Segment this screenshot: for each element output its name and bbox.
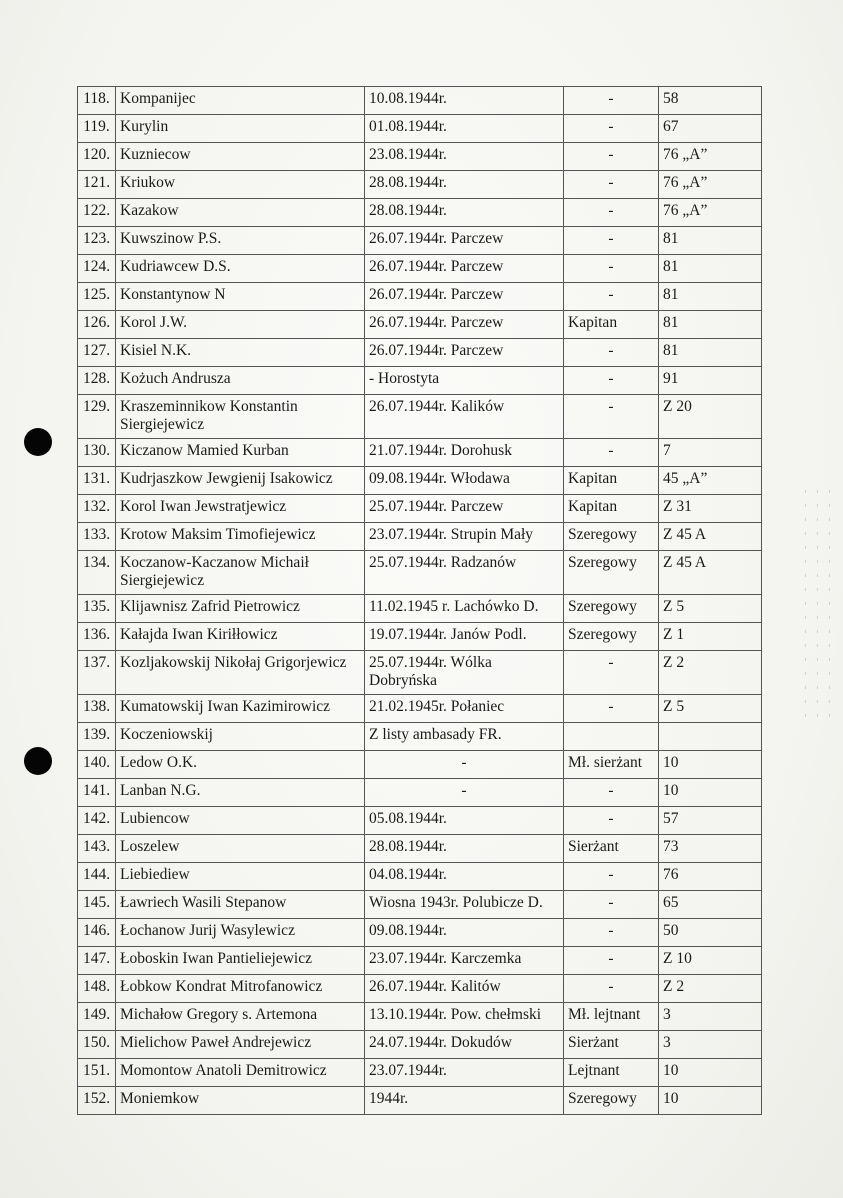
rank-cell: Szeregowy — [564, 623, 659, 651]
name-cell: Łobkow Kondrat Mitrofanowicz — [116, 975, 365, 1003]
table-row — [78, 171, 762, 199]
rank-cell: - — [564, 779, 659, 807]
reference-cell: 65 — [659, 891, 762, 919]
table-row — [78, 779, 762, 807]
name-cell: Kudriawcew D.S. — [116, 255, 365, 283]
table-row — [78, 339, 762, 367]
rank-cell: Szeregowy — [564, 1087, 659, 1115]
table-row — [78, 255, 762, 283]
reference-cell: 91 — [659, 367, 762, 395]
date-place-cell: 13.10.1944r. Pow. chełmski — [365, 1003, 564, 1031]
reference-cell: 7 — [659, 439, 762, 467]
date-place-cell: 19.07.1944r. Janów Podl. — [365, 623, 564, 651]
row-number-cell: 132. — [78, 495, 116, 523]
rank-cell: Lejtnant — [564, 1059, 659, 1087]
row-number-cell: 147. — [78, 947, 116, 975]
reference-cell: Z 2 — [659, 975, 762, 1003]
name-cell: Ledow O.K. — [116, 751, 365, 779]
reference-cell: Z 10 — [659, 947, 762, 975]
row-number-cell: 139. — [78, 723, 116, 751]
date-place-cell: 23.07.1944r. Karczemka — [365, 947, 564, 975]
date-place-cell: Z listy ambasady FR. — [365, 723, 564, 751]
reference-cell: Z 20 — [659, 395, 762, 439]
row-number-cell: 126. — [78, 311, 116, 339]
rank-cell: Szeregowy — [564, 551, 659, 595]
row-number-cell: 127. — [78, 339, 116, 367]
date-place-cell: 26.07.1944r. Parczew — [365, 255, 564, 283]
row-number-cell: 125. — [78, 283, 116, 311]
name-cell: Kiczanow Mamied Kurban — [116, 439, 365, 467]
name-cell: Łochanow Jurij Wasylewicz — [116, 919, 365, 947]
row-number-cell: 137. — [78, 651, 116, 695]
table-row — [78, 623, 762, 651]
date-place-cell: 25.07.1944r. Radzanów — [365, 551, 564, 595]
reference-cell: Z 5 — [659, 595, 762, 623]
table-row — [78, 947, 762, 975]
name-cell: Kudrjaszkow Jewgienij Isakowicz — [116, 467, 365, 495]
date-place-cell: 28.08.1944r. — [365, 835, 564, 863]
name-cell: Kuwszinow P.S. — [116, 227, 365, 255]
reference-cell: 58 — [659, 87, 762, 115]
date-place-cell: 26.07.1944r. Kalitów — [365, 975, 564, 1003]
date-place-cell: 05.08.1944r. — [365, 807, 564, 835]
table-row — [78, 751, 762, 779]
rank-cell: - — [564, 255, 659, 283]
table-row — [78, 283, 762, 311]
reference-cell: 3 — [659, 1031, 762, 1059]
table-row — [78, 835, 762, 863]
date-place-cell: 26.07.1944r. Kalików — [365, 395, 564, 439]
row-number-cell: 141. — [78, 779, 116, 807]
rank-cell: - — [564, 339, 659, 367]
name-cell: Ławriech Wasili Stepanow — [116, 891, 365, 919]
name-cell: Liebiediew — [116, 863, 365, 891]
reference-cell: 76 „A” — [659, 171, 762, 199]
rank-cell: - — [564, 367, 659, 395]
rank-cell: - — [564, 695, 659, 723]
punch-hole — [24, 747, 52, 775]
table-row — [78, 467, 762, 495]
date-place-cell: 09.08.1944r. — [365, 919, 564, 947]
rank-cell — [564, 723, 659, 751]
row-number-cell: 121. — [78, 171, 116, 199]
name-cell: Kozljakowskij Nikołaj Grigorjewicz — [116, 651, 365, 695]
name-cell: Klijawnisz Zafrid Pietrowicz — [116, 595, 365, 623]
rank-cell: - — [564, 947, 659, 975]
row-number-cell: 146. — [78, 919, 116, 947]
row-number-cell: 130. — [78, 439, 116, 467]
rank-cell: Kapitan — [564, 495, 659, 523]
date-place-cell: 23.08.1944r. — [365, 143, 564, 171]
name-cell: Mielichow Paweł Andrejewicz — [116, 1031, 365, 1059]
date-place-cell: Wiosna 1943r. Polubicze D. — [365, 891, 564, 919]
reference-cell: 67 — [659, 115, 762, 143]
row-number-cell: 119. — [78, 115, 116, 143]
row-number-cell: 140. — [78, 751, 116, 779]
date-place-cell: 28.08.1944r. — [365, 199, 564, 227]
name-cell: Kożuch Andrusza — [116, 367, 365, 395]
reference-cell: 45 „A” — [659, 467, 762, 495]
row-number-cell: 123. — [78, 227, 116, 255]
rank-cell: - — [564, 87, 659, 115]
name-cell: Łoboskin Iwan Pantieliejewicz — [116, 947, 365, 975]
rank-cell: - — [564, 227, 659, 255]
date-place-cell: 21.07.1944r. Dorohusk — [365, 439, 564, 467]
name-cell: Kriukow — [116, 171, 365, 199]
reference-cell: 10 — [659, 751, 762, 779]
reference-cell: 10 — [659, 1087, 762, 1115]
name-cell: Momontow Anatoli Demitrowicz — [116, 1059, 365, 1087]
row-number-cell: 118. — [78, 87, 116, 115]
rank-cell: Kapitan — [564, 467, 659, 495]
row-number-cell: 124. — [78, 255, 116, 283]
date-place-cell: - Horostyta — [365, 367, 564, 395]
reference-cell: Z 1 — [659, 623, 762, 651]
date-place-cell: 26.07.1944r. Parczew — [365, 283, 564, 311]
name-cell: Kałajda Iwan Kiriłłowicz — [116, 623, 365, 651]
row-number-cell: 152. — [78, 1087, 116, 1115]
name-cell: Michałow Gregory s. Artemona — [116, 1003, 365, 1031]
date-place-cell: 26.07.1944r. Parczew — [365, 227, 564, 255]
punch-hole — [24, 428, 52, 456]
date-place-cell: 11.02.1945 r. Lachówko D. — [365, 595, 564, 623]
reference-cell: 76 — [659, 863, 762, 891]
row-number-cell: 142. — [78, 807, 116, 835]
table-row — [78, 975, 762, 1003]
name-cell: Kompanijec — [116, 87, 365, 115]
reference-cell: 81 — [659, 227, 762, 255]
name-cell: Korol Iwan Jewstratjewicz — [116, 495, 365, 523]
rank-cell: Szeregowy — [564, 523, 659, 551]
name-cell: Koczanow-Kaczanow Michaił Siergiejewicz — [116, 551, 365, 595]
rank-cell: - — [564, 975, 659, 1003]
reference-cell: 57 — [659, 807, 762, 835]
table-row — [78, 695, 762, 723]
table-row — [78, 227, 762, 255]
rank-cell: - — [564, 143, 659, 171]
table-row — [78, 651, 762, 695]
name-cell: Konstantynow N — [116, 283, 365, 311]
reference-cell: 81 — [659, 283, 762, 311]
reference-cell: Z 45 A — [659, 551, 762, 595]
table-row — [78, 439, 762, 467]
name-cell: Krotow Maksim Timofiejewicz — [116, 523, 365, 551]
reference-cell: 76 „A” — [659, 199, 762, 227]
rank-cell: - — [564, 807, 659, 835]
table-row — [78, 863, 762, 891]
reference-cell: Z 45 A — [659, 523, 762, 551]
date-place-cell: 26.07.1944r. Parczew — [365, 311, 564, 339]
row-number-cell: 138. — [78, 695, 116, 723]
rank-cell: - — [564, 863, 659, 891]
name-cell: Kumatowskij Iwan Kazimirowicz — [116, 695, 365, 723]
table-row — [78, 311, 762, 339]
row-number-cell: 151. — [78, 1059, 116, 1087]
date-place-cell: 04.08.1944r. — [365, 863, 564, 891]
date-place-cell: 10.08.1944r. — [365, 87, 564, 115]
name-cell: Kisiel N.K. — [116, 339, 365, 367]
reference-cell: 81 — [659, 339, 762, 367]
rank-cell: - — [564, 919, 659, 947]
rank-cell: - — [564, 395, 659, 439]
date-place-cell: 24.07.1944r. Dokudów — [365, 1031, 564, 1059]
row-number-cell: 128. — [78, 367, 116, 395]
rank-cell: - — [564, 891, 659, 919]
reference-cell: 10 — [659, 1059, 762, 1087]
date-place-cell: 01.08.1944r. — [365, 115, 564, 143]
table-row — [78, 523, 762, 551]
reference-cell: 81 — [659, 255, 762, 283]
reference-cell: Z 31 — [659, 495, 762, 523]
date-place-cell: - — [365, 779, 564, 807]
row-number-cell: 144. — [78, 863, 116, 891]
row-number-cell: 148. — [78, 975, 116, 1003]
name-cell: Loszelew — [116, 835, 365, 863]
reference-cell: 10 — [659, 779, 762, 807]
date-place-cell: 23.07.1944r. Strupin Mały — [365, 523, 564, 551]
row-number-cell: 149. — [78, 1003, 116, 1031]
date-place-cell: 28.08.1944r. — [365, 171, 564, 199]
rank-cell: Kapitan — [564, 311, 659, 339]
rank-cell: - — [564, 283, 659, 311]
name-cell: Koczeniowskij — [116, 723, 365, 751]
reference-cell: 3 — [659, 1003, 762, 1031]
table-row — [78, 1031, 762, 1059]
rank-cell: - — [564, 115, 659, 143]
rank-cell: Sierżant — [564, 1031, 659, 1059]
row-number-cell: 145. — [78, 891, 116, 919]
date-place-cell: 25.07.1944r. Parczew — [365, 495, 564, 523]
table-row — [78, 595, 762, 623]
table-row — [78, 143, 762, 171]
reference-cell: 50 — [659, 919, 762, 947]
rank-cell: Mł. sierżant — [564, 751, 659, 779]
row-number-cell: 135. — [78, 595, 116, 623]
table-row — [78, 807, 762, 835]
table-row — [78, 551, 762, 595]
table-row — [78, 395, 762, 439]
table-row — [78, 891, 762, 919]
rank-cell: - — [564, 199, 659, 227]
reference-cell: 76 „A” — [659, 143, 762, 171]
table-row — [78, 495, 762, 523]
rank-cell: Szeregowy — [564, 595, 659, 623]
name-cell: Lubiencow — [116, 807, 365, 835]
row-number-cell: 133. — [78, 523, 116, 551]
rank-cell: - — [564, 171, 659, 199]
date-place-cell: 21.02.1945r. Połaniec — [365, 695, 564, 723]
row-number-cell: 131. — [78, 467, 116, 495]
row-number-cell: 150. — [78, 1031, 116, 1059]
name-cell: Kazakow — [116, 199, 365, 227]
reference-cell — [659, 723, 762, 751]
row-number-cell: 136. — [78, 623, 116, 651]
row-number-cell: 122. — [78, 199, 116, 227]
date-place-cell: 09.08.1944r. Włodawa — [365, 467, 564, 495]
rank-cell: Sierżant — [564, 835, 659, 863]
date-place-cell: 25.07.1944r. Wólka Dobryńska — [365, 651, 564, 695]
name-cell: Kraszeminnikow Konstantin Siergiejewicz — [116, 395, 365, 439]
rank-cell: Mł. lejtnant — [564, 1003, 659, 1031]
reference-cell: 81 — [659, 311, 762, 339]
table-row — [78, 115, 762, 143]
table-row — [78, 919, 762, 947]
name-cell: Moniemkow — [116, 1087, 365, 1115]
table-row — [78, 87, 762, 115]
date-place-cell: 23.07.1944r. — [365, 1059, 564, 1087]
date-place-cell: - — [365, 751, 564, 779]
date-place-cell: 26.07.1944r. Parczew — [365, 339, 564, 367]
reference-cell: Z 2 — [659, 651, 762, 695]
table-row — [78, 723, 762, 751]
date-place-cell: 1944r. — [365, 1087, 564, 1115]
table-row — [78, 367, 762, 395]
reference-cell: 73 — [659, 835, 762, 863]
table-row — [78, 1059, 762, 1087]
table-row — [78, 1003, 762, 1031]
row-number-cell: 134. — [78, 551, 116, 595]
table-row — [78, 1087, 762, 1115]
row-number-cell: 129. — [78, 395, 116, 439]
name-cell: Korol J.W. — [116, 311, 365, 339]
reference-cell: Z 5 — [659, 695, 762, 723]
row-number-cell: 143. — [78, 835, 116, 863]
table-row — [78, 199, 762, 227]
register-table — [77, 86, 762, 1115]
register-table-body — [78, 87, 762, 1115]
rank-cell: - — [564, 439, 659, 467]
margin-bleed-marks — [800, 490, 840, 720]
row-number-cell: 120. — [78, 143, 116, 171]
rank-cell: - — [564, 651, 659, 695]
name-cell: Kuzniecow — [116, 143, 365, 171]
name-cell: Lanban N.G. — [116, 779, 365, 807]
name-cell: Kurylin — [116, 115, 365, 143]
